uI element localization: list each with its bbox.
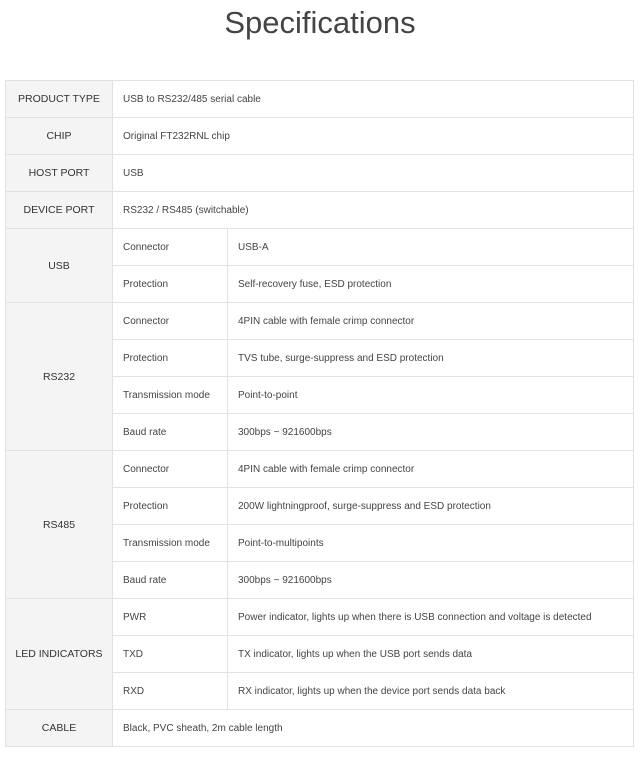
sub-value: TX indicator, lights up when the USB port sends data bbox=[228, 636, 634, 673]
sub-key: Protection bbox=[113, 488, 228, 525]
sub-key: Connector bbox=[113, 451, 228, 488]
group-label-led: LED INDICATORS bbox=[6, 599, 113, 710]
sub-key: Transmission mode bbox=[113, 525, 228, 562]
page-title: Specifications bbox=[224, 5, 416, 40]
sub-value: 4PIN cable with female crimp connector bbox=[228, 303, 634, 340]
row-value: Original FT232RNL chip bbox=[113, 118, 634, 155]
sub-key: Protection bbox=[113, 266, 228, 303]
sub-key: TXD bbox=[113, 636, 228, 673]
sub-value: Point-to-point bbox=[228, 377, 634, 414]
sub-value: Power indicator, lights up when there is USB connection and voltage is detected bbox=[228, 599, 634, 636]
group-label-rs485: RS485 bbox=[6, 451, 113, 599]
table-row bbox=[6, 229, 634, 266]
row-value: USB bbox=[113, 155, 634, 192]
sub-value: Point-to-multipoints bbox=[228, 525, 634, 562]
row-label: CABLE bbox=[6, 710, 113, 747]
group-label-usb: USB bbox=[6, 229, 113, 303]
sub-key: Connector bbox=[113, 229, 228, 266]
row-label: DEVICE PORT bbox=[6, 192, 113, 229]
row-value: Black, PVC sheath, 2m cable length bbox=[113, 710, 634, 747]
sub-value: 4PIN cable with female crimp connector bbox=[228, 451, 634, 488]
sub-value: Self-recovery fuse, ESD protection bbox=[228, 266, 634, 303]
sub-value: 200W lightningproof, surge-suppress and ESD protection bbox=[228, 488, 634, 525]
spec-table bbox=[5, 80, 634, 747]
table-row bbox=[6, 192, 634, 229]
sub-key: Transmission mode bbox=[113, 377, 228, 414]
table-row bbox=[6, 155, 634, 192]
sub-key: Protection bbox=[113, 340, 228, 377]
sub-value: 300bps ~ 921600bps bbox=[228, 562, 634, 599]
group-label-rs232: RS232 bbox=[6, 303, 113, 451]
row-value: RS232 / RS485 (switchable) bbox=[113, 192, 634, 229]
table-row bbox=[6, 710, 634, 747]
table-row bbox=[6, 451, 634, 488]
table-row bbox=[6, 118, 634, 155]
sub-value: RX indicator, lights up when the device port sends data back bbox=[228, 673, 634, 710]
sub-key: Connector bbox=[113, 303, 228, 340]
sub-key: Baud rate bbox=[113, 414, 228, 451]
table-row bbox=[6, 599, 634, 636]
sub-value: USB-A bbox=[228, 229, 634, 266]
row-value: USB to RS232/485 serial cable bbox=[113, 81, 634, 118]
sub-key: PWR bbox=[113, 599, 228, 636]
row-label: PRODUCT TYPE bbox=[6, 81, 113, 118]
sub-key: Baud rate bbox=[113, 562, 228, 599]
sub-key: RXD bbox=[113, 673, 228, 710]
row-label: HOST PORT bbox=[6, 155, 113, 192]
row-label: CHIP bbox=[6, 118, 113, 155]
table-row bbox=[6, 303, 634, 340]
table-row bbox=[6, 81, 634, 118]
sub-value: 300bps ~ 921600bps bbox=[228, 414, 634, 451]
sub-value: TVS tube, surge-suppress and ESD protection bbox=[228, 340, 634, 377]
